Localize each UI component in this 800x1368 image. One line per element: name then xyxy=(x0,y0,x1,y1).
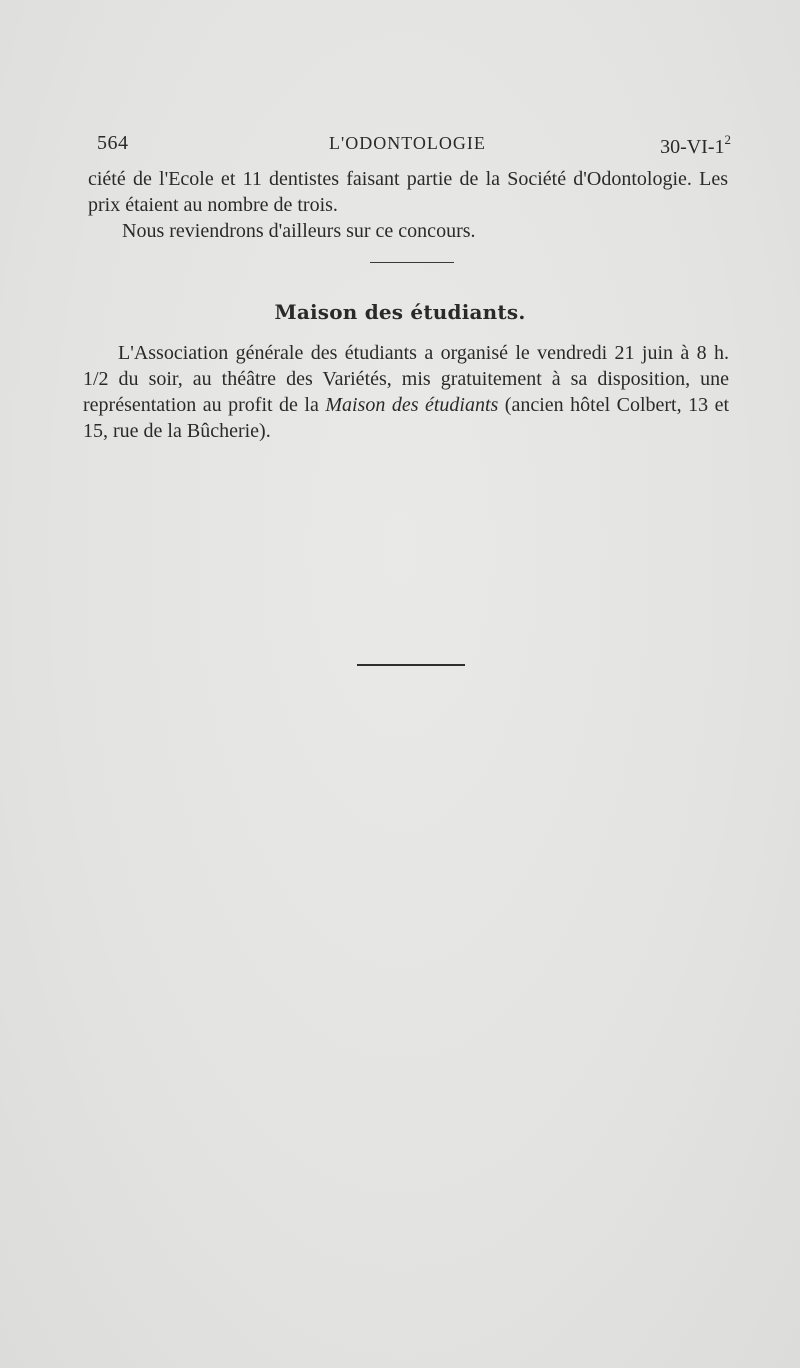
running-head xyxy=(97,132,737,162)
issue-date xyxy=(660,132,731,159)
paragraph-maison-text-end: (ancien hôtel Colbert, 13 et 15, rue de la Bûcherie). xyxy=(83,394,730,442)
page-number: 564 xyxy=(97,132,129,154)
issue-date-sup: 2 xyxy=(724,132,731,147)
section-heading: Maison des étudiants. xyxy=(274,300,526,324)
paragraph-maison-italic: Maison des étudiants xyxy=(325,394,499,416)
section-divider xyxy=(370,262,454,263)
journal-title: L'ODONTOLOGIE xyxy=(329,133,486,153)
end-rule xyxy=(357,664,465,666)
paragraph-maison-text-start: L'Association générale des étudiants a organisé le vendredi 21 juin à 8 h. 1/2 du soir, au théâtre des Variétés, mis gratuitement à sa disposition, une représentation au profit de la xyxy=(83,342,729,416)
paragraph-continued: ciété de l'Ecole et 11 dentistes faisant partie de la Société d'Odontologie. Les prix étaient au nombre de trois. xyxy=(88,168,728,216)
issue-date-text: 30-VI-1 xyxy=(660,136,725,158)
paragraph-concours: Nous reviendrons d'ailleurs sur ce concours. xyxy=(122,220,476,242)
paragraph-maison xyxy=(83,340,729,444)
